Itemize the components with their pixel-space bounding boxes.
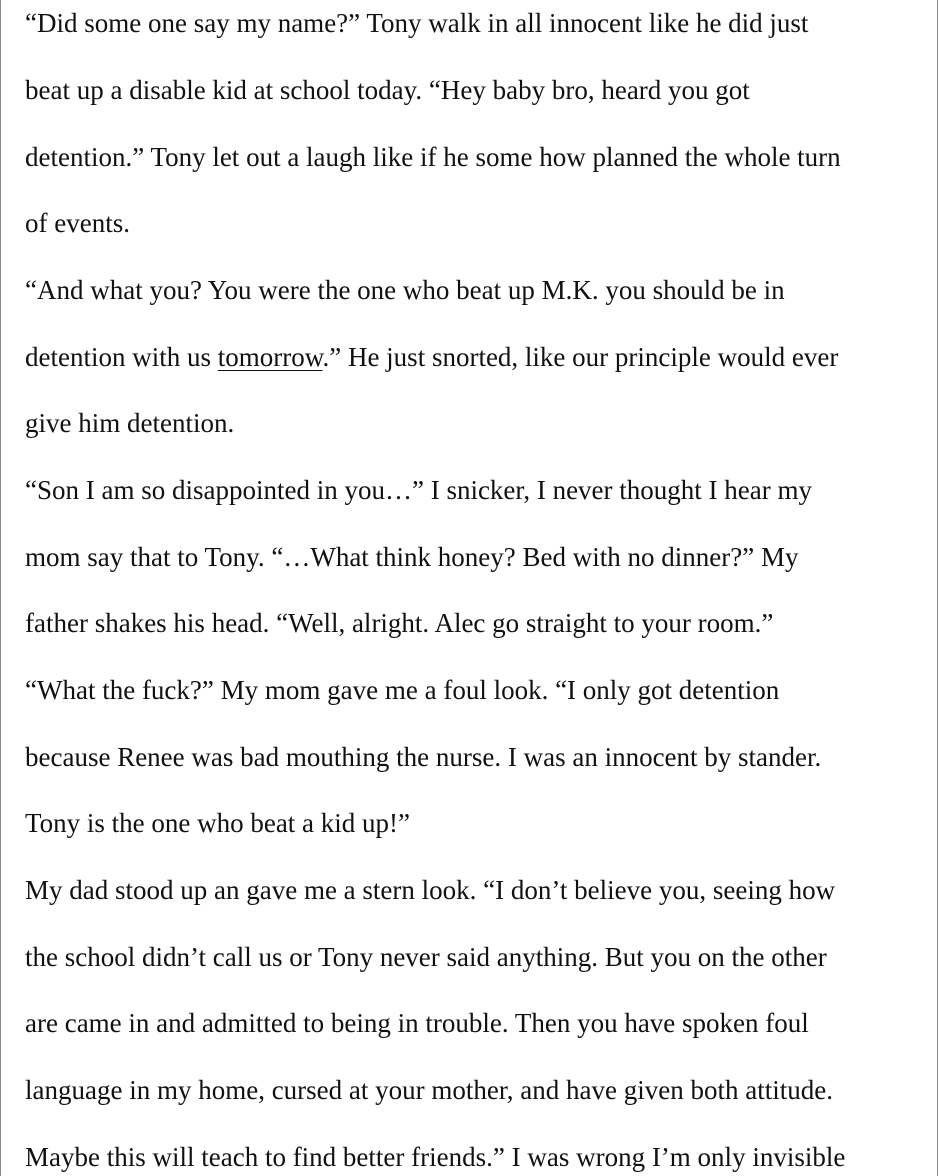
underlined-word: tomorrow [217, 342, 323, 372]
text-line-1: “Did some one say my name?” Tony walk in all innocent like he did just [25, 8, 809, 38]
text-line-14: My dad stood up an gave me a stern look. “I don’t believe you, seeing how [25, 875, 836, 905]
text-line-10: father shakes his head. “Well, alright. Alec go straight to your room.” [25, 608, 774, 638]
text-line-3: detention.” Tony let out a laugh like if he some how planned the whole turn [25, 142, 841, 172]
text-line-6-before: detention with us [25, 342, 218, 372]
text-line-11: “What the fuck?” My mom gave me a foul look. “I only got detention [25, 675, 780, 705]
text-line-7: give him detention. [25, 408, 235, 438]
text-line-16: are came in and admitted to being in trouble. Then you have spoken foul [25, 1008, 809, 1038]
text-line-6 [25, 341, 838, 373]
text-line-12: because Renee was bad mouthing the nurse. I was an innocent by stander. [25, 742, 822, 772]
text-line-13: Tony is the one who beat a kid up!” [25, 808, 411, 838]
text-line-2: beat up a disable kid at school today. “Hey baby bro, heard you got [25, 75, 750, 105]
text-line-5: “And what you? You were the one who beat up M.K. you should be in [25, 275, 785, 305]
text-line-18: Maybe this will teach to find better friends.” I was wrong I’m only invisible [25, 1142, 846, 1172]
text-line-4: of events. [25, 208, 130, 238]
text-line-8: “Son I am so disappointed in you…” I snicker, I never thought I hear my [25, 475, 812, 505]
text-line-6-after: .” He just snorted, like our principle would ever [322, 342, 839, 372]
text-line-15: the school didn’t call us or Tony never said anything. But you on the other [25, 942, 827, 972]
text-line-9: mom say that to Tony. “…What think honey? Bed with no dinner?” My [25, 542, 799, 572]
text-line-17: language in my home, cursed at your mother, and have given both attitude. [25, 1075, 833, 1105]
